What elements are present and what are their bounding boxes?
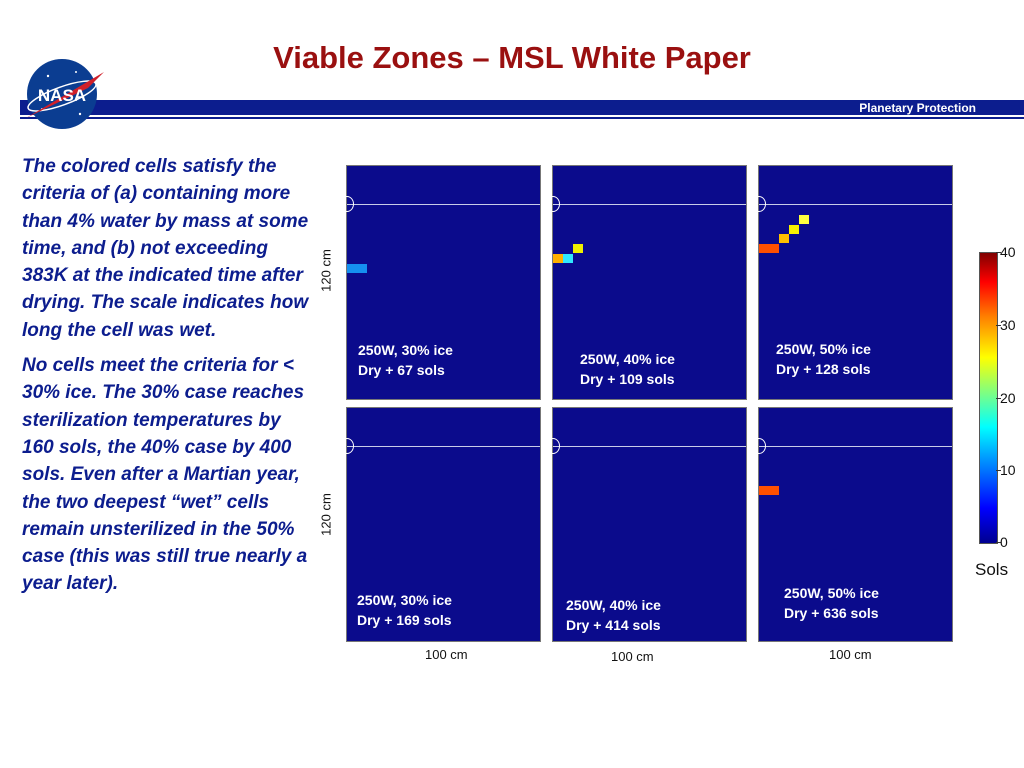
panel-50-ice-128-sols bbox=[758, 165, 953, 400]
nasa-logo-text: NASA bbox=[37, 86, 87, 105]
wet-cell bbox=[759, 486, 769, 495]
water-line bbox=[759, 204, 952, 205]
heater-marker-icon bbox=[752, 196, 766, 212]
width-label-2: 100 cm bbox=[611, 649, 654, 664]
width-label-3: 100 cm bbox=[829, 647, 872, 662]
body-paragraph-1: The colored cells satisfy the criteria of (a) containing more than 4% water by mass at some time, and (b) not exceeding 383K at the indicated time after drying. The scale indicates how long the cell was wet. bbox=[22, 156, 309, 341]
wet-cell bbox=[769, 486, 779, 495]
panel-label-line2: Dry + 636 sols bbox=[784, 605, 879, 621]
panel-label-line1: 250W, 40% ice bbox=[580, 351, 675, 367]
panel-label-line2: Dry + 414 sols bbox=[566, 617, 661, 633]
heater-marker-icon bbox=[340, 438, 354, 454]
wet-cell bbox=[799, 215, 809, 224]
wet-cell bbox=[779, 234, 789, 243]
wet-cell bbox=[789, 225, 799, 234]
water-line bbox=[347, 204, 540, 205]
panel-40-ice-414-sols bbox=[552, 407, 747, 642]
wet-cell bbox=[563, 254, 573, 263]
colorbar-tick-label: 40 bbox=[1000, 244, 1016, 260]
body-paragraph-2: No cells meet the criteria for < 30% ice. The 30% case reaches sterilization temperatures by 160 sols, the 40% case by 400 sols. Even after a Martian year, the two deepest “wet” cells remain unsterilized in the 50% case (this was still true nearly a year later). bbox=[22, 355, 308, 595]
panel-label bbox=[784, 583, 879, 623]
height-label-top: 120 cm bbox=[318, 249, 334, 292]
panel-label bbox=[357, 590, 452, 630]
header-band-label: Planetary Protection bbox=[859, 101, 976, 115]
heater-marker-icon bbox=[752, 438, 766, 454]
slide-title: Viable Zones – MSL White Paper bbox=[273, 40, 751, 75]
body-text bbox=[22, 153, 312, 606]
wet-cell bbox=[357, 264, 367, 273]
colorbar-unit-label: Sols bbox=[975, 560, 1009, 579]
wet-cell bbox=[573, 244, 583, 253]
panel-label-line1: 250W, 30% ice bbox=[357, 592, 452, 608]
panel-label-line1: 250W, 50% ice bbox=[776, 341, 871, 357]
wet-cell bbox=[553, 254, 563, 263]
panel-label-line2: Dry + 128 sols bbox=[776, 361, 871, 377]
colorbar-tick-label: 20 bbox=[1000, 390, 1016, 406]
height-label-bottom: 120 cm bbox=[318, 493, 334, 536]
panel-label-line2: Dry + 67 sols bbox=[358, 362, 445, 378]
heater-marker-icon bbox=[546, 438, 560, 454]
nasa-logo bbox=[18, 54, 110, 132]
water-line bbox=[553, 204, 746, 205]
heater-marker-icon bbox=[546, 196, 560, 212]
panel-label-line1: 250W, 30% ice bbox=[358, 342, 453, 358]
panel-40-ice-109-sols bbox=[552, 165, 747, 400]
panel-label-line1: 250W, 40% ice bbox=[566, 597, 661, 613]
panel-label bbox=[580, 349, 675, 389]
wet-cell bbox=[347, 264, 357, 273]
wet-cell bbox=[769, 244, 779, 253]
water-line bbox=[553, 446, 746, 447]
panel-30-ice-67-sols bbox=[346, 165, 541, 400]
wet-cell bbox=[759, 244, 769, 253]
panel-label-line2: Dry + 169 sols bbox=[357, 612, 452, 628]
panel-30-ice-169-sols bbox=[346, 407, 541, 642]
panel-label bbox=[776, 339, 871, 379]
colorbar-tick-label: 10 bbox=[1000, 462, 1016, 478]
width-label-1: 100 cm bbox=[425, 647, 468, 662]
panel-label-line1: 250W, 50% ice bbox=[784, 585, 879, 601]
colorbar-tick-label: 0 bbox=[1000, 534, 1008, 550]
panel-label-line2: Dry + 109 sols bbox=[580, 371, 675, 387]
header-band-underline bbox=[20, 117, 1024, 119]
water-line bbox=[347, 446, 540, 447]
panel-label bbox=[358, 340, 453, 380]
colorbar-tick-label: 30 bbox=[1000, 317, 1016, 333]
heater-marker-icon bbox=[340, 196, 354, 212]
panel-label bbox=[566, 595, 661, 635]
water-line bbox=[759, 446, 952, 447]
panel-50-ice-636-sols bbox=[758, 407, 953, 642]
